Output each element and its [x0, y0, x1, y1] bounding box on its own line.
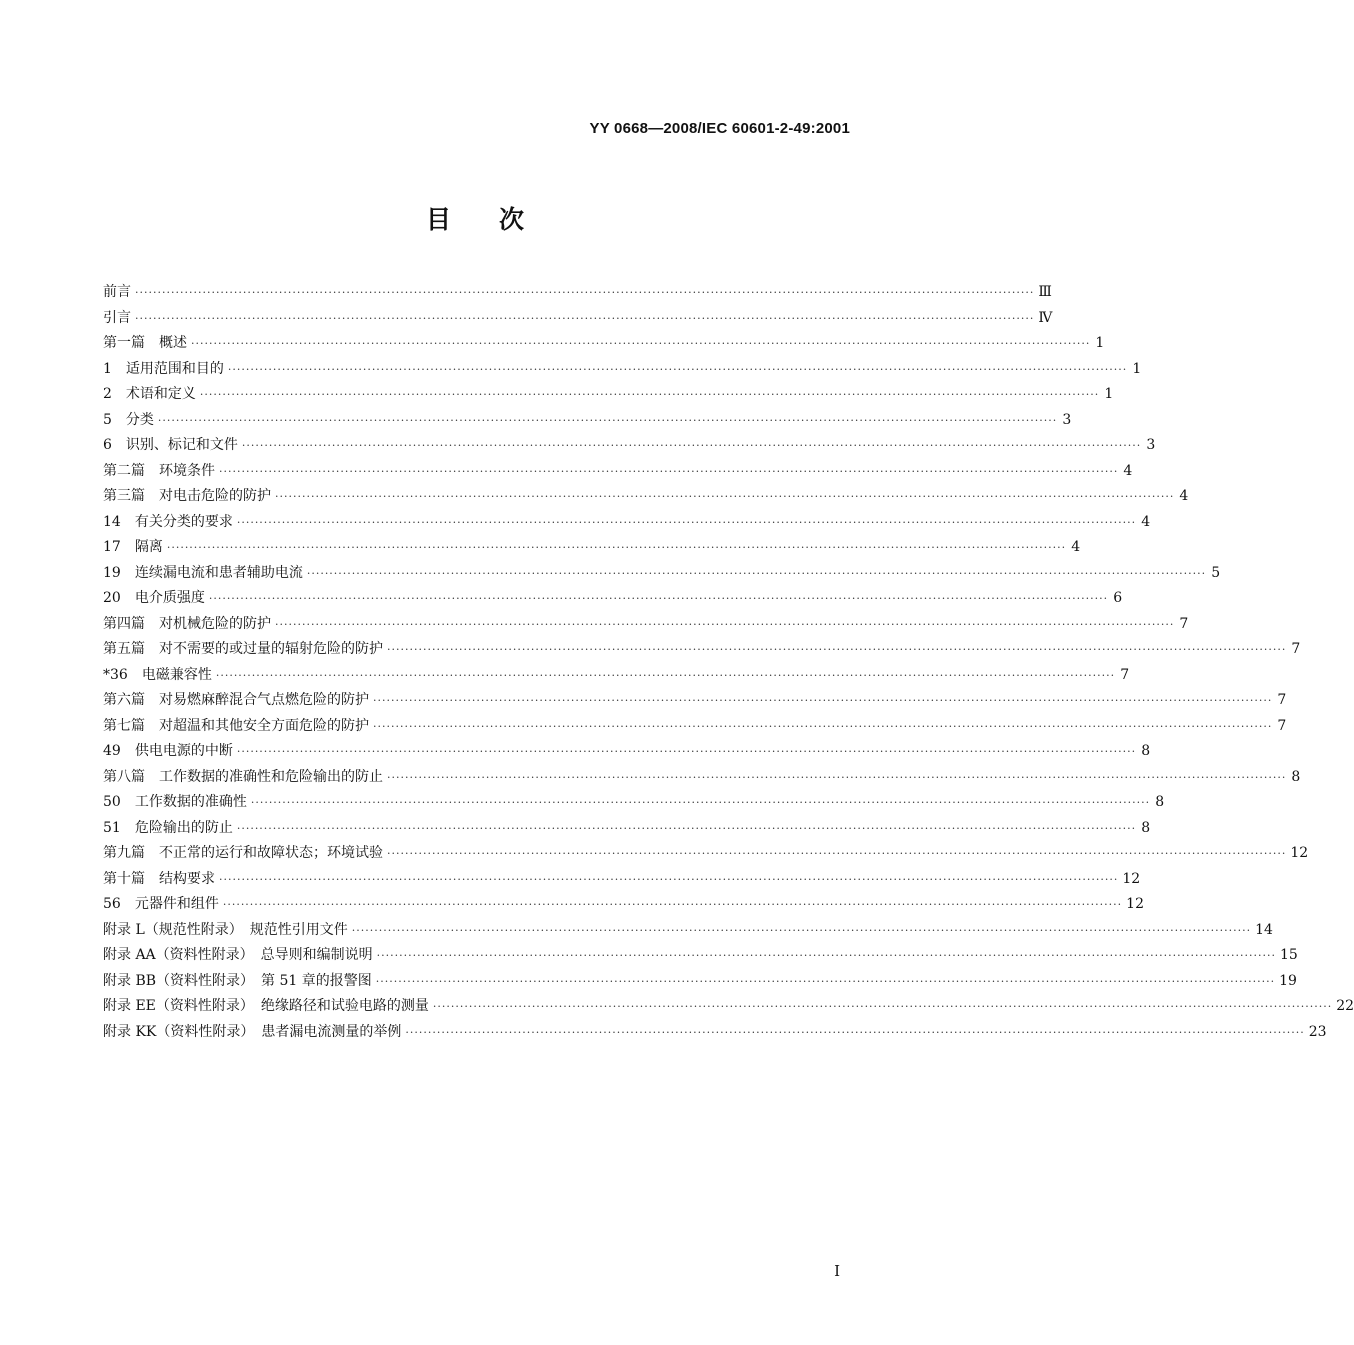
toc-entry-label: 14 有关分类的要求: [103, 513, 233, 530]
toc-entry-page: 8: [1141, 743, 1151, 759]
toc-leader: ········································································································································································································: [208, 592, 1109, 605]
toc-leader: ········································································································································································································: [387, 770, 1287, 784]
toc-entry[interactable]: [103, 613, 1189, 639]
toc-leader: ········································································································································································································: [236, 515, 1137, 529]
toc-leader: ········································································································································································································: [275, 490, 1175, 503]
toc-entry-label: 6 识别、标记和文件: [103, 437, 238, 453]
toc-entry[interactable]: [103, 995, 1354, 1021]
toc-entry-page: 8: [1291, 768, 1301, 785]
toc-entry-label: 附录 BB（资料性附录） 第 51 章的报警图: [103, 972, 372, 989]
toc-entry[interactable]: [103, 1021, 1327, 1047]
toc-entry-label: 第七篇 对超温和其他安全方面危险的防护: [103, 717, 369, 734]
toc-entry-label: 第一篇 概述: [103, 335, 187, 351]
toc-entry-page: 7: [1120, 666, 1130, 683]
toc-entry-label: 第六篇 对易燃麻醉混合气点燃危险的防护: [103, 692, 369, 708]
toc-entry-page: 3: [1062, 411, 1072, 428]
toc-entry[interactable]: [103, 383, 1114, 409]
toc-entry[interactable]: [103, 587, 1123, 613]
toc-entry-label: 前言: [103, 284, 131, 300]
toc-entry-page: 14: [1255, 921, 1273, 938]
toc-entry[interactable]: [103, 307, 1053, 333]
toc-entry-label: 1 适用范围和目的: [103, 360, 224, 377]
toc-entry[interactable]: [103, 332, 1105, 358]
toc-entry-page: Ⅳ: [1038, 309, 1053, 326]
toc-leader: ········································································································································································································: [387, 847, 1287, 860]
toc-entry-page: 7: [1291, 641, 1301, 657]
toc-leader: ········································································································································································································: [215, 668, 1116, 682]
toc-entry[interactable]: [103, 689, 1287, 715]
page-title: 目次: [425, 205, 572, 234]
toc-entry-label: 5 分类: [103, 411, 154, 428]
toc-entry-label: 第八篇 工作数据的准确性和危险输出的防止: [103, 768, 383, 785]
toc-entry-page: 1: [1095, 335, 1105, 351]
toc-entry-page: 15: [1280, 947, 1298, 963]
toc-entry-label: 附录 L（规范性附录） 规范性引用文件: [103, 921, 348, 938]
toc-entry[interactable]: [103, 970, 1297, 996]
page-number: I: [834, 1262, 840, 1280]
toc-entry-page: 22: [1336, 998, 1354, 1014]
toc-entry-label: 50 工作数据的准确性: [103, 794, 247, 810]
toc-entry[interactable]: [103, 766, 1301, 792]
toc-entry-label: 第四篇 对机械危险的防护: [103, 615, 271, 632]
toc-entry-page: 19: [1279, 972, 1297, 989]
toc-entry[interactable]: [103, 817, 1151, 843]
toc-entry-page: 4: [1071, 539, 1081, 555]
toc-leader: ········································································································································································································: [373, 694, 1273, 707]
toc-entry-label: 附录 AA（资料性附录） 总导则和编制说明: [103, 947, 373, 963]
toc-entry-label: 17 隔离: [103, 539, 163, 555]
toc-entry-label: 49 供电电源的中断: [103, 743, 233, 759]
toc-entry[interactable]: [103, 460, 1133, 486]
toc-leader: ········································································································································································································: [250, 796, 1151, 809]
toc-entry-page: 5: [1211, 564, 1221, 581]
toc-leader: ········································································································································································································: [135, 286, 1035, 299]
toc-entry[interactable]: [103, 434, 1156, 460]
toc-entry-page: 8: [1155, 794, 1165, 810]
toc-leader: ········································································································································································································: [275, 617, 1175, 631]
toc-leader: ········································································································································································································: [236, 821, 1137, 835]
toc-leader: ········································································································································································································: [351, 923, 1252, 937]
toc-entry-label: 19 连续漏电流和患者辅助电流: [103, 564, 303, 581]
toc-entry-page: 1: [1132, 360, 1142, 377]
toc-entry[interactable]: [103, 511, 1151, 537]
toc-leader: ········································································································································································································: [236, 745, 1137, 758]
toc-entry[interactable]: [103, 281, 1052, 307]
toc-entry-page: 12: [1122, 870, 1141, 887]
toc-leader: ········································································································································································································: [219, 872, 1119, 886]
toc-leader: ········································································································································································································: [222, 898, 1123, 911]
toc-leader: ········································································································································································································: [432, 1000, 1333, 1013]
toc-entry-label: 56 元器件和组件: [103, 896, 219, 912]
toc-entry-label: 2 术语和定义: [103, 386, 196, 402]
toc-entry[interactable]: [103, 791, 1165, 817]
toc-leader: ········································································································································································································: [219, 464, 1119, 478]
toc-entry-page: 7: [1277, 717, 1287, 734]
toc-leader: ········································································································································································································: [375, 974, 1276, 988]
toc-entry[interactable]: [103, 638, 1301, 664]
toc-entry[interactable]: [103, 536, 1081, 562]
toc-leader: ········································································································································································································: [373, 719, 1273, 733]
toc-entry[interactable]: [103, 868, 1141, 894]
toc-leader: ········································································································································································································: [387, 643, 1287, 656]
toc-entry-label: 51 危险输出的防止: [103, 819, 233, 836]
toc-entry-page: 12: [1126, 896, 1144, 912]
toc-entry-label: 第二篇 环境条件: [103, 462, 215, 479]
toc-entry-page: 12: [1290, 845, 1309, 861]
toc-entry[interactable]: [103, 842, 1309, 868]
toc-entry-label: 第九篇 不正常的运行和故障状态；环境试验: [103, 845, 383, 861]
toc-entry-page: 23: [1308, 1023, 1327, 1040]
toc-leader: ········································································································································································································: [157, 413, 1058, 427]
toc-entry[interactable]: [103, 740, 1151, 766]
toc-leader: ········································································································································································································: [306, 566, 1207, 580]
toc-entry-label: *36 电磁兼容性: [103, 666, 212, 683]
toc-entry[interactable]: [103, 485, 1189, 511]
toc-entry-label: 引言: [103, 309, 131, 326]
toc-entry[interactable]: [103, 358, 1142, 384]
standard-number: YY 0668—2008/IEC 60601-2-49:2001: [589, 120, 850, 137]
toc-leader: ········································································································································································································: [241, 439, 1142, 452]
toc-leader: ········································································································································································································: [199, 388, 1100, 401]
toc-entry[interactable]: [103, 715, 1287, 741]
toc-leader: ········································································································································································································: [135, 311, 1035, 325]
toc-entry-page: 4: [1179, 488, 1189, 504]
toc-entry-page: 7: [1179, 615, 1189, 632]
toc-entry-label: 第五篇 对不需要的或过量的辐射危险的防护: [103, 641, 383, 657]
toc-entry-page: Ⅲ: [1038, 284, 1052, 300]
toc-entry-page: 8: [1141, 819, 1151, 836]
toc-entry[interactable]: [103, 562, 1221, 588]
toc-entry-page: 4: [1141, 513, 1151, 530]
table-of-contents: [103, 281, 1354, 1046]
toc-entry-label: 第十篇 结构要求: [103, 870, 215, 887]
toc-entry[interactable]: [103, 664, 1130, 690]
toc-entry[interactable]: [103, 409, 1072, 435]
toc-entry-page: 7: [1277, 692, 1287, 708]
toc-entry-label: 附录 EE（资料性附录） 绝缘路径和试验电路的测量: [103, 998, 429, 1014]
toc-entry[interactable]: [103, 893, 1144, 919]
toc-leader: ········································································································································································································: [191, 337, 1091, 350]
toc-entry[interactable]: [103, 944, 1298, 970]
toc-entry-page: 4: [1123, 462, 1133, 479]
toc-leader: ········································································································································································································: [405, 1025, 1305, 1039]
toc-leader: ········································································································································································································: [227, 362, 1128, 376]
toc-leader: ········································································································································································································: [166, 541, 1067, 554]
toc-entry[interactable]: [103, 919, 1273, 945]
toc-entry-label: 附录 KK（资料性附录） 患者漏电流测量的举例: [103, 1023, 402, 1040]
toc-entry-label: 20 电介质强度: [103, 590, 205, 606]
toc-leader: ········································································································································································································: [376, 949, 1276, 962]
toc-entry-label: 第三篇 对电击危险的防护: [103, 488, 271, 504]
toc-entry-page: 6: [1113, 590, 1123, 606]
toc-entry-page: 3: [1146, 437, 1156, 453]
toc-entry-page: 1: [1104, 386, 1114, 402]
